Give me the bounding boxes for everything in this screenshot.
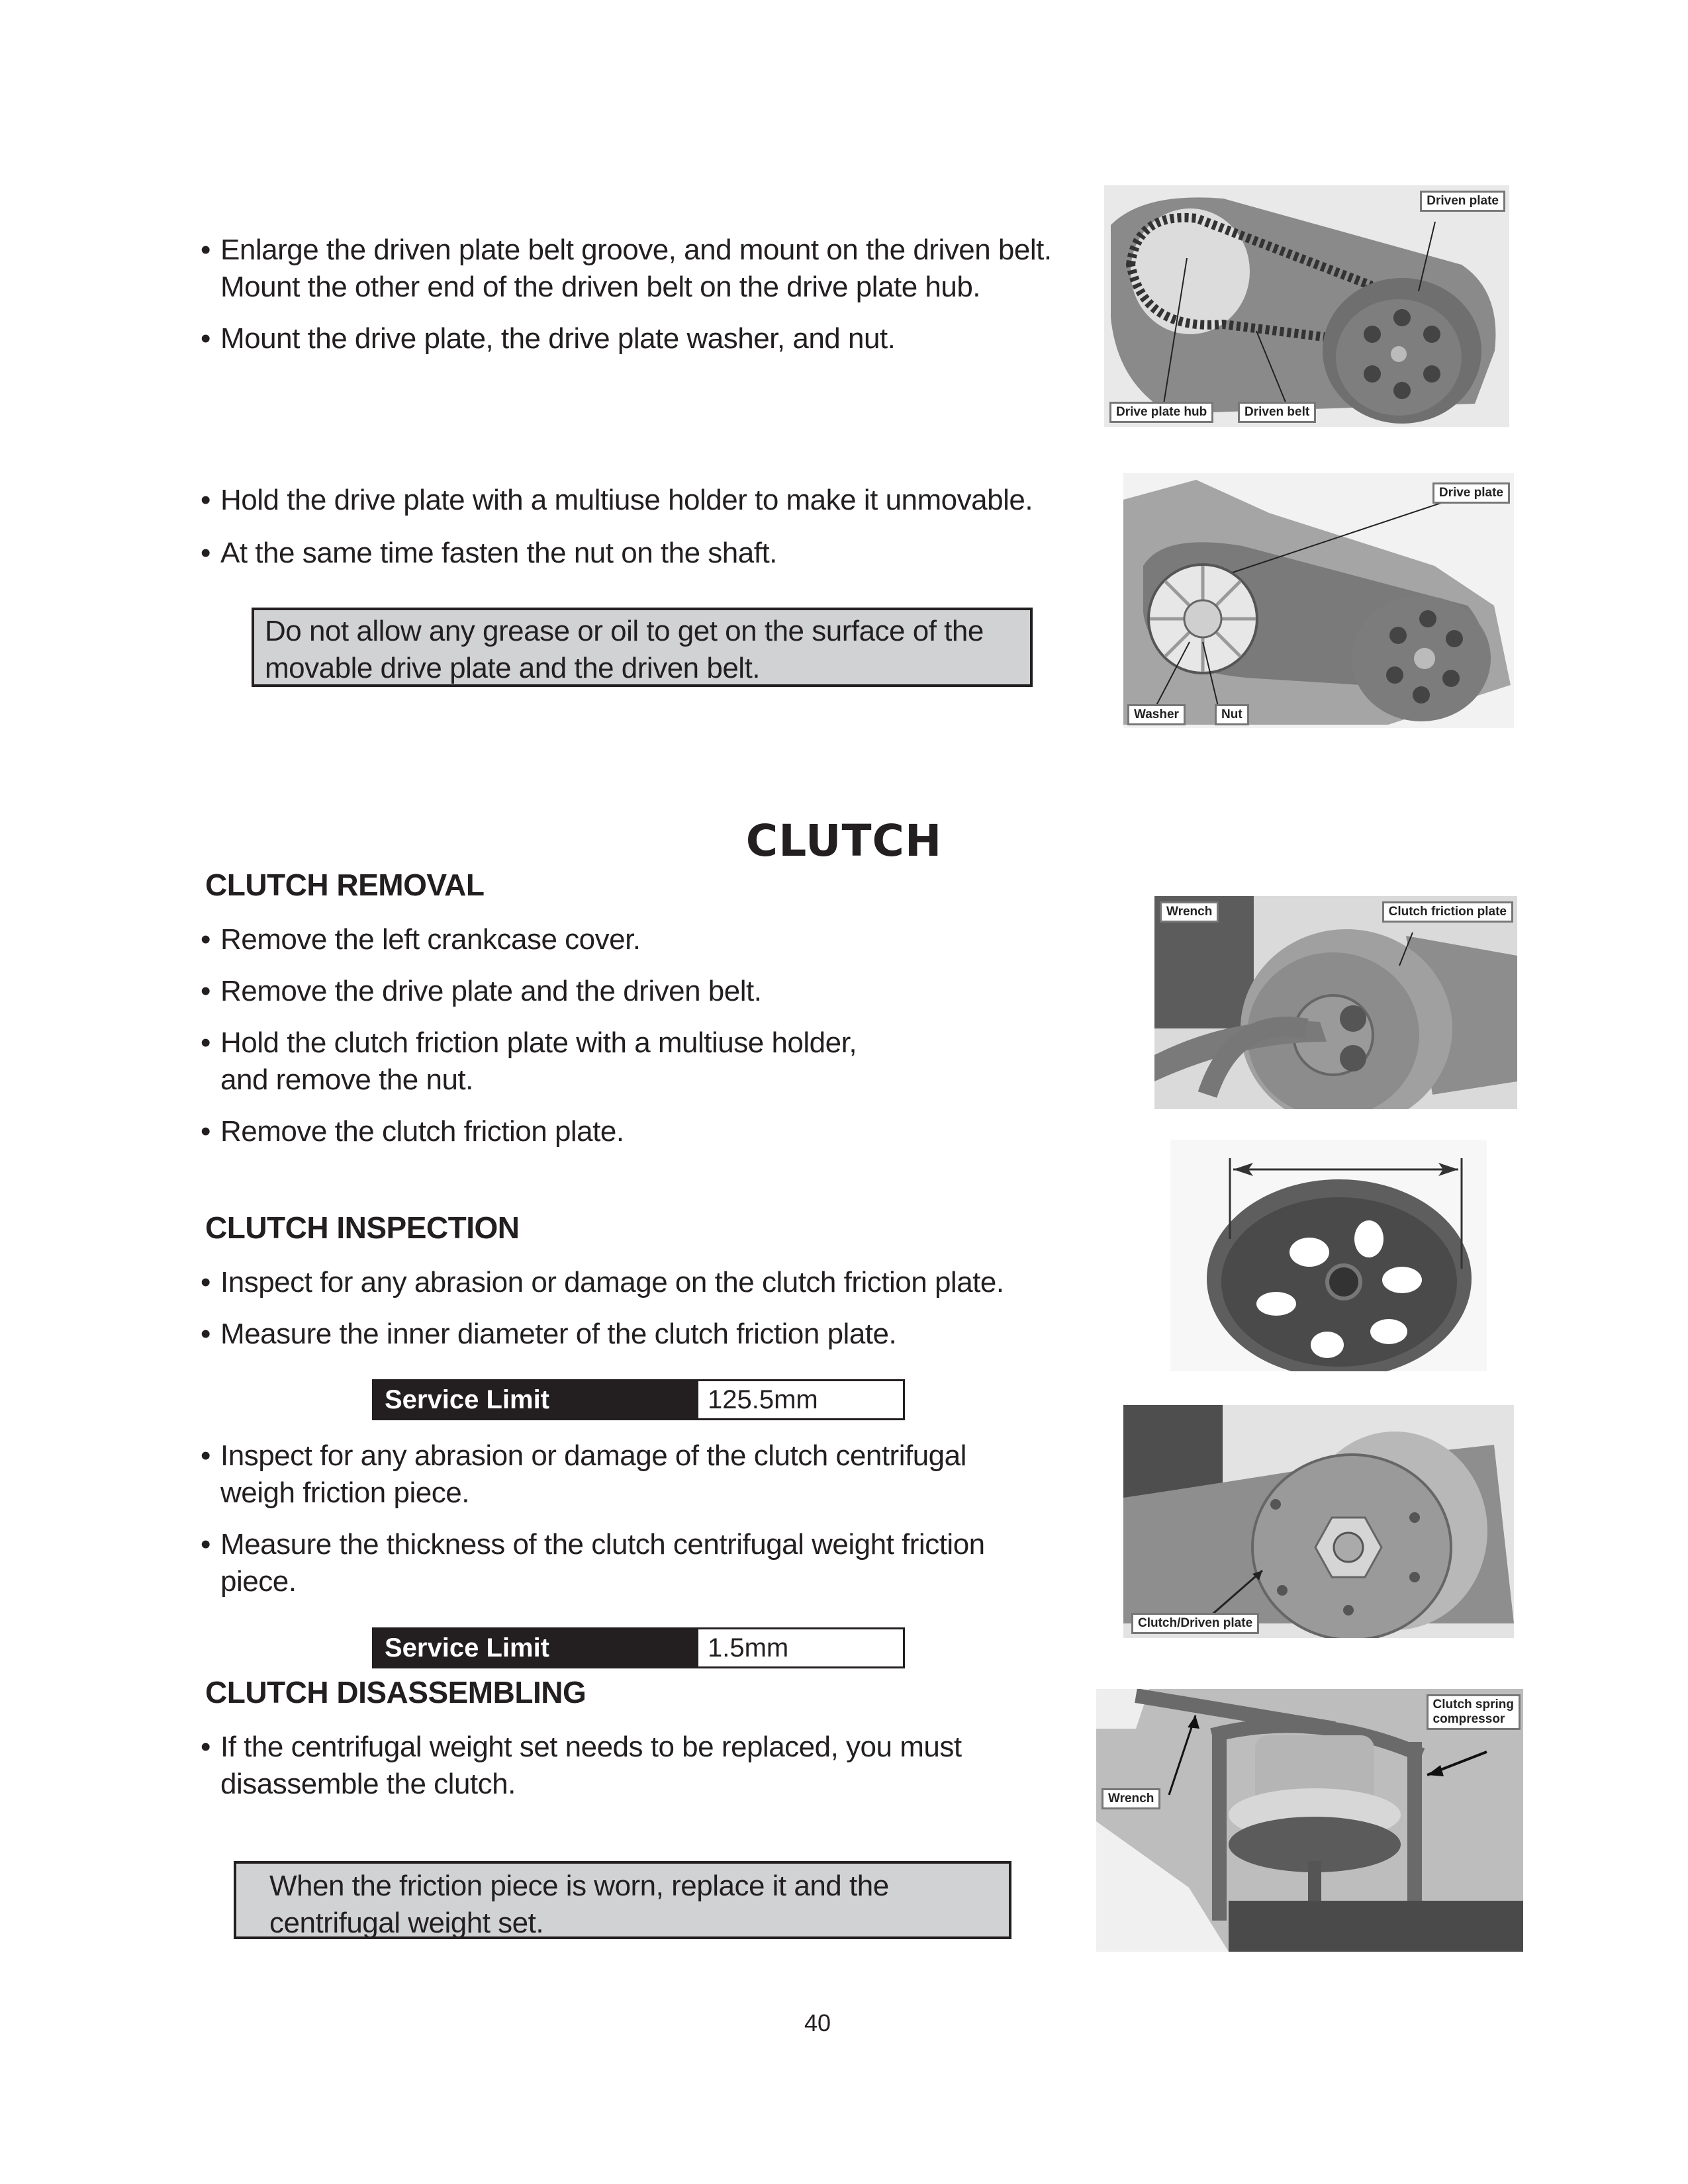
bullet-item [201,535,1127,572]
instruction-block-clutch-inspection [201,1264,1127,1353]
bullet-text: piece. [220,1565,297,1598]
figure-clutch-removal [1154,896,1517,1109]
label-clutch-friction-plate: Clutch friction plate [1382,901,1513,923]
engine-photo-illustration [1123,1405,1514,1638]
instruction-block-clutch-disassembling [201,1729,1127,1803]
label-washer: Washer [1127,704,1186,725]
engine-photo-illustration [1123,473,1514,728]
bullet-text: • At the same time fasten the nut on the shaft. [220,537,777,569]
spec-table-friction-thickness [372,1627,905,1668]
spec-value: 1.5mm [698,1629,903,1666]
instruction-block-fasten-nut [201,482,1127,572]
label-driven-plate: Driven plate [1420,191,1505,212]
note-text: centrifugal weight set. [269,1907,544,1939]
bullet-item [201,1526,1127,1600]
figure-clutch-bell-diameter [1170,1140,1487,1371]
label-text: compressor [1432,1712,1505,1726]
bullet-text: • Hold the drive plate with a multiuse holder to make it unmovable. [220,484,1033,516]
bullet-item [201,921,1061,958]
bullet-text: disassemble the clutch. [220,1768,516,1800]
bullet-text: • Measure the inner diameter of the clutch friction plate. [220,1318,897,1350]
bullet-item [201,1113,1061,1150]
instruction-block-belt-mount [201,232,1127,357]
figure-clutch-driven-plate [1123,1405,1514,1638]
bullet-item [201,1024,1061,1099]
bullet-item [201,1316,1127,1353]
clutch-bell-illustration [1170,1140,1487,1371]
bullet-item [201,320,1127,357]
bullet-text: • Mount the drive plate, the drive plate washer, and nut. [220,322,896,355]
caution-note-friction-piece [234,1861,1011,1939]
bullet-text: • Remove the left crankcase cover. [220,923,641,956]
spec-value: 125.5mm [698,1381,903,1418]
bullet-item [201,973,1061,1010]
note-text: Do not allow any grease or oil to get on the surface of the [265,615,984,647]
bullet-text: • If the centrifugal weight set needs to be replaced, you must [220,1731,962,1763]
label-wrench: Wrench [1160,901,1219,923]
spec-table-inner-diameter [372,1379,905,1420]
bullet-item [201,1437,1127,1512]
label-driven-belt: Driven belt [1238,402,1316,423]
section-heading-clutch-removal: CLUTCH REMOVAL [205,868,485,902]
note-text: movable drive plate and the driven belt. [265,652,761,684]
instruction-block-weight-friction [201,1437,1127,1600]
section-heading-clutch-inspection: CLUTCH INSPECTION [205,1210,520,1245]
figure-clutch-spring-compressor [1096,1689,1523,1952]
bullet-text: weigh friction piece. [220,1477,469,1509]
bullet-text: Mount the other end of the driven belt on the drive plate hub. [220,271,981,303]
bullet-text: • Measure the thickness of the clutch centrifugal weight friction [220,1528,985,1561]
engine-photo-illustration [1104,185,1509,427]
bullet-text: • Inspect for any abrasion or damage of the clutch centrifugal [220,1439,966,1472]
bullet-item [201,1729,1127,1803]
section-heading-clutch-disassembling: CLUTCH DISASSEMBLING [205,1675,586,1709]
label-drive-plate-hub: Drive plate hub [1109,402,1213,423]
bullet-item [201,482,1127,519]
bullet-text: • Inspect for any abrasion or damage on the clutch friction plate. [220,1266,1004,1298]
bullet-text: and remove the nut. [220,1064,473,1096]
label-clutch-driven-plate: Clutch/Driven plate [1131,1613,1259,1634]
label-text: Clutch spring [1432,1698,1514,1711]
bullet-item [201,1264,1127,1301]
engine-photo-illustration [1154,896,1517,1109]
label-wrench: Wrench [1102,1788,1160,1809]
figure-drive-plate [1123,473,1514,728]
bullet-item [201,232,1127,306]
bullet-text: • Remove the clutch friction plate. [220,1115,624,1148]
page-number: 40 [804,2009,831,2036]
label-drive-plate: Drive plate [1432,482,1510,504]
bullet-text: • Hold the clutch friction plate with a multiuse holder, [220,1026,857,1059]
spec-label: Service Limit [374,1629,698,1666]
bullet-text: • Enlarge the driven plate belt groove, and mount on the driven belt. [220,234,1052,266]
caution-note-grease [252,608,1033,687]
label-clutch-spring-compressor [1427,1694,1521,1730]
note-text: When the friction piece is worn, replace it and the [269,1870,889,1902]
spec-label: Service Limit [374,1381,698,1418]
bullet-text: • Remove the drive plate and the driven belt. [220,975,762,1007]
figure-driven-belt [1104,185,1509,427]
label-nut: Nut [1215,704,1249,725]
page-title: CLUTCH [745,815,943,866]
instruction-block-clutch-removal [201,921,1061,1150]
